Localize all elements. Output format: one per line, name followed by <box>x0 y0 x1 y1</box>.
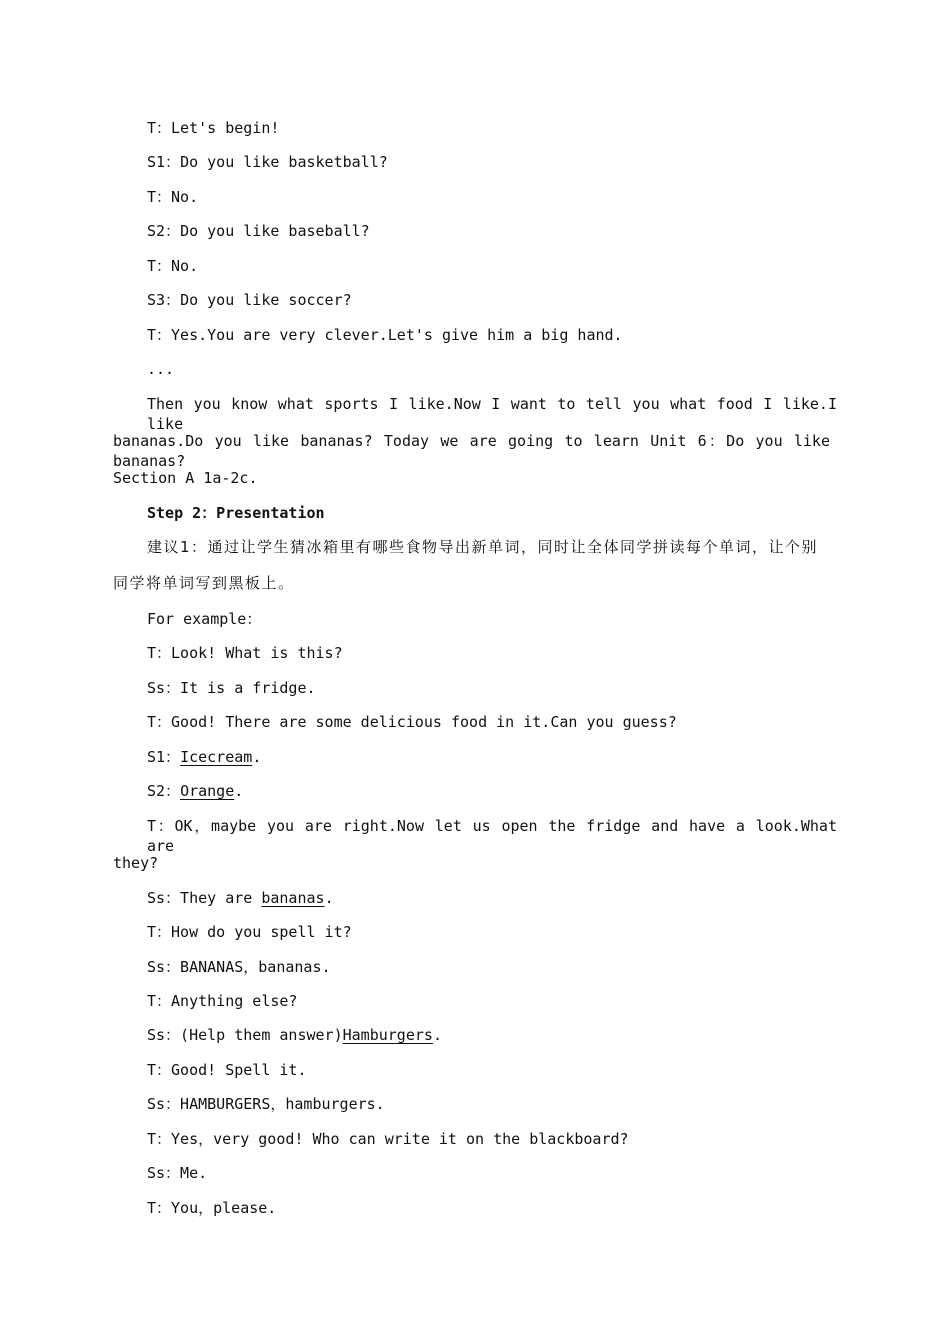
intro-line-1: Then you know what sports I like.Now I want to tell you what food I like.I like <box>147 395 837 433</box>
dialogue-line: S1：Do you like basketball? <box>147 153 388 171</box>
suggestion-line-1: 建议1：通过让学生猜冰箱里有哪些食物导出新单词，同时让全体同学拼读每个单词，让个别 <box>147 538 819 556</box>
dialogue-line: T：No. <box>147 188 199 206</box>
dialogue-line: Ss：(Help them answer)Hamburgers. <box>147 1026 442 1044</box>
dialogue-line: T：Look! What is this? <box>147 644 343 662</box>
dialogue-line: Ss：BANANAS，bananas. <box>147 958 331 976</box>
dialogue-line: S1：Icecream. <box>147 748 262 766</box>
vocab-word: Hamburgers <box>342 1026 433 1044</box>
example-label: For example： <box>147 610 262 628</box>
dialogue-line: T：No. <box>147 257 199 275</box>
dialogue-line: T：Yes.You are very clever.Let's give him a big hand. <box>147 326 623 344</box>
dialogue-line: T：Good! Spell it. <box>147 1061 307 1079</box>
dialogue-line: Ss：HAMBURGERS，hamburgers. <box>147 1095 385 1113</box>
dialogue-line: T：You，please. <box>147 1199 277 1217</box>
dialogue-line: S2：Orange. <box>147 782 244 800</box>
intro-line-3: Section A 1a-2c. <box>113 469 258 487</box>
intro-line-2: bananas.Do you like bananas? Today we are going to learn Unit 6：Do you like bananas? <box>113 432 830 470</box>
dialogue-line: Ss：It is a fridge. <box>147 679 316 697</box>
dialogue-line: Ss：They are bananas. <box>147 889 334 907</box>
dialogue-line: Ss：Me. <box>147 1164 208 1182</box>
suggestion-line-2: 同学将单词写到黑板上。 <box>113 574 295 592</box>
section-heading: Step 2：Presentation <box>147 504 325 522</box>
dialogue-line: S3：Do you like soccer? <box>147 291 352 309</box>
vocab-word: Orange <box>180 782 235 800</box>
ellipsis-line: ... <box>147 360 175 378</box>
dialogue-line: T：Anything else? <box>147 992 298 1010</box>
dialogue-line: T：Let's begin! <box>147 119 280 137</box>
dialogue-line: T：Yes，very good! Who can write it on the blackboard? <box>147 1130 629 1148</box>
dialogue-line: S2：Do you like baseball? <box>147 222 370 240</box>
dialogue-line: T：How do you spell it? <box>147 923 352 941</box>
vocab-word: bananas <box>261 889 325 907</box>
dialogue-line: T：Good! There are some delicious food in it.Can you guess? <box>147 713 677 731</box>
dialogue-line-continued: they? <box>113 854 159 872</box>
dialogue-line: T：OK，maybe you are right.Now let us open the fridge and have a look.What are <box>147 817 837 855</box>
vocab-word: Icecream <box>180 748 253 766</box>
